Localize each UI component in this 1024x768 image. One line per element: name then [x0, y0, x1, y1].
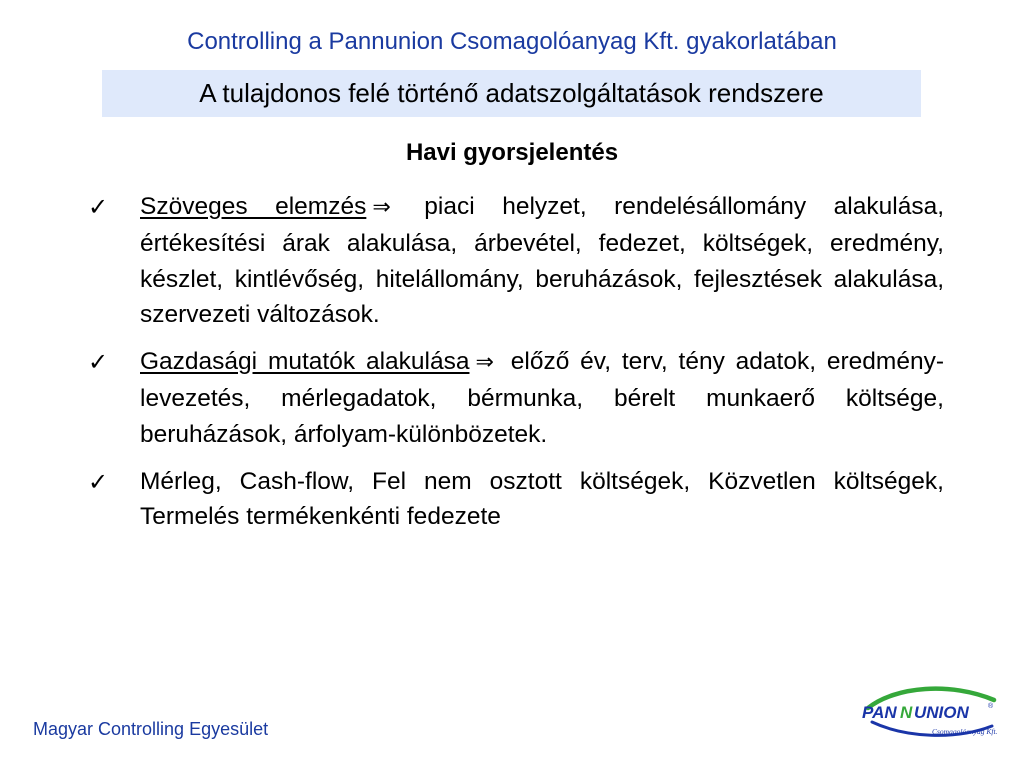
logo-name-left: PAN [862, 703, 897, 722]
bullet-item-economic-indicators [88, 344, 944, 452]
footer-organization: Magyar Controlling Egyesület [33, 719, 269, 739]
presentation-title: Controlling a Pannunion Csomagolóanyag Kft. gyakorlatában [187, 28, 837, 55]
logo-tagline: Csomagolóanyag Kft. [932, 727, 998, 736]
logo-name-right: UNION [914, 703, 969, 722]
subtitle-text: A tulajdonos felé történő adatszolgáltatások rendszere [199, 78, 824, 108]
pannunion-logo [856, 684, 1002, 746]
checkmark-icon: ✓ [88, 348, 109, 377]
bullet-list [88, 189, 944, 546]
section-heading: Havi gyorsjelentés [405, 139, 619, 166]
bullet-item-statements [88, 464, 944, 536]
implies-arrow-icon: ⇒ [475, 350, 494, 376]
bullet-text [140, 189, 944, 333]
bullet-description: piaci helyzet, rendelésállomány alakulása, értékesítési árak alakulása, árbevétel, fedezet, költségek, eredmény, készlet, kintlévőség, hitelállomány, beruházások, fejlesztések alakulása, szervezeti változások. [140, 193, 944, 329]
implies-arrow-icon: ⇒ [372, 195, 391, 220]
bullet-item-text-analysis [88, 189, 944, 333]
checkmark-icon: ✓ [88, 193, 109, 221]
bullet-text [140, 344, 944, 452]
checkmark-icon: ✓ [88, 467, 109, 496]
bullet-description: előző év, terv, tény adatok, eredmény-levezetés, mérlegadatok, bérmunka, bérelt munkaerő költsége, beruházások, árfolyam-különbözetek. [140, 348, 944, 448]
logo-registered-mark: ® [988, 703, 994, 710]
logo-n-mark: N [900, 703, 913, 722]
bullet-label: Gazdasági mutatók alakulása [140, 348, 470, 376]
subtitle-banner [102, 70, 921, 117]
bullet-label: Szöveges elemzés [140, 193, 367, 220]
bullet-description: Mérleg, Cash-flow, Fel nem osztott költségek, Közvetlen költségek, Termelés termékenkénti fedezete [140, 467, 944, 531]
